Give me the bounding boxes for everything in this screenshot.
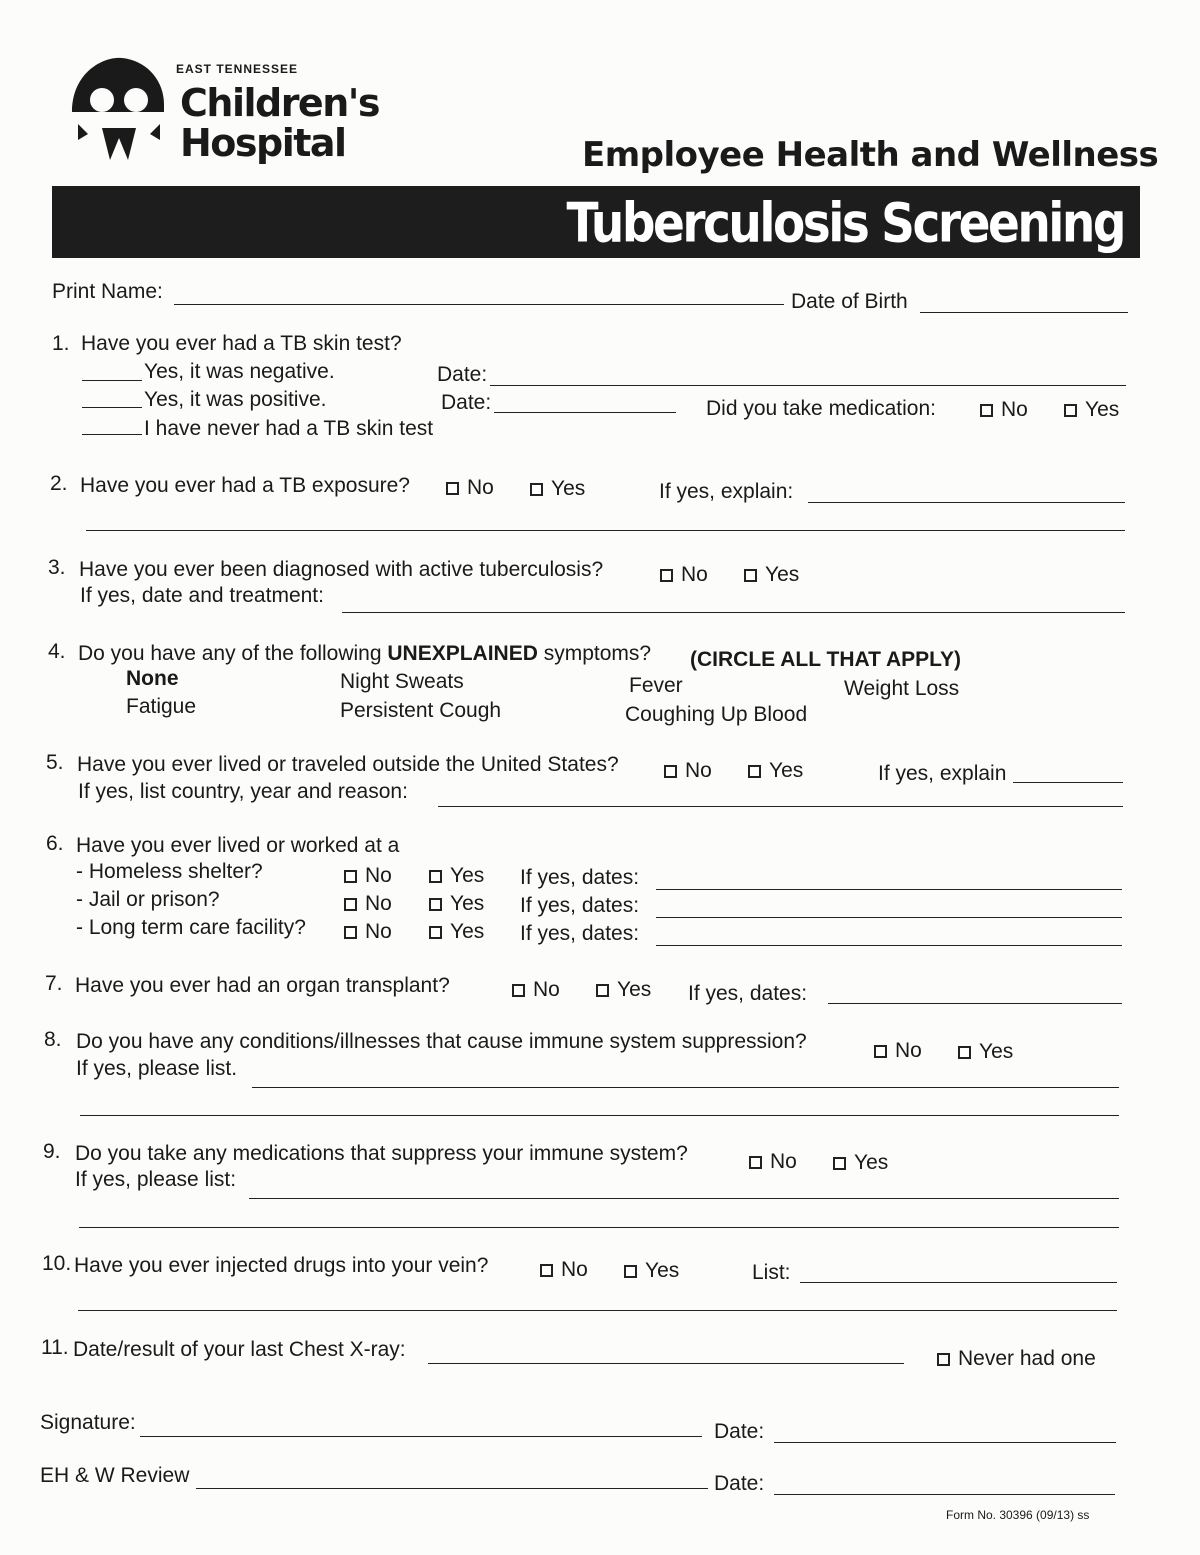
q6-homeless-yes[interactable] — [429, 864, 484, 888]
q6-jail-yes[interactable] — [429, 892, 484, 916]
signature-date-field[interactable] — [774, 1442, 1116, 1443]
option-label: Yes — [617, 978, 652, 1001]
form-title: Tuberculosis Screening — [566, 192, 1124, 256]
children-logo-icon — [64, 52, 174, 162]
q10-text: Have you ever injected drugs into your vein? — [74, 1254, 489, 1277]
checkbox-icon — [344, 898, 357, 911]
q2-explain-label: If yes, explain: — [659, 480, 794, 503]
option-label: No — [533, 978, 560, 1001]
q2-text: Have you ever had a TB exposure? — [80, 474, 410, 497]
q10-list-field-2[interactable] — [78, 1310, 1117, 1311]
checkbox-icon — [530, 483, 543, 496]
option-label: Yes — [551, 477, 586, 500]
q7-yes[interactable] — [596, 978, 651, 1002]
q1-positive-date-label: Date: — [441, 391, 492, 414]
q1-text: Have you ever had a TB skin test? — [81, 332, 402, 355]
option-label: Yes — [450, 892, 485, 915]
q6-item-homeless: - Homeless shelter? — [76, 860, 263, 883]
q8-yes[interactable] — [958, 1040, 1013, 1064]
q5-text: Have you ever lived or traveled outside the United States? — [77, 753, 619, 776]
q6-number: 6. — [46, 832, 64, 855]
q3-yes[interactable] — [744, 563, 799, 587]
q1-negative-date-label: Date: — [437, 363, 488, 386]
q9-sub-label: If yes, please list: — [75, 1168, 237, 1191]
option-label: Yes — [450, 920, 485, 943]
review-label: EH & W Review — [40, 1464, 190, 1487]
q9-list-field[interactable] — [249, 1198, 1119, 1199]
dob-field[interactable] — [920, 312, 1128, 313]
checkbox-icon — [980, 404, 993, 417]
symptom-coughing-up-blood[interactable]: Coughing Up Blood — [625, 703, 808, 726]
logo-name-line1: Children's — [180, 81, 380, 125]
signature-label: Signature: — [40, 1411, 136, 1434]
q4-text-after: symptoms? — [537, 642, 652, 665]
q7-text: Have you ever had an organ transplant? — [75, 974, 450, 997]
option-label: Never had one — [958, 1347, 1096, 1370]
q1-positive-date-field[interactable] — [494, 412, 676, 413]
q1-positive-label: Yes, it was positive. — [144, 388, 327, 411]
checkbox-icon — [660, 569, 673, 582]
signature-field[interactable] — [140, 1436, 702, 1437]
q8-sub-label: If yes, please list. — [76, 1057, 238, 1080]
q5-explain-field[interactable] — [1013, 782, 1123, 783]
q3-number: 3. — [48, 556, 66, 579]
option-label: No — [365, 864, 392, 887]
q1-negative-date-field[interactable] — [490, 385, 1126, 386]
logo-org-top: EAST TENNESSEE — [176, 62, 299, 76]
option-label: No — [365, 920, 392, 943]
symptom-fever[interactable]: Fever — [629, 674, 683, 697]
q6-ltc-no[interactable] — [344, 920, 392, 944]
checkbox-icon — [744, 569, 757, 582]
checkbox-icon — [540, 1264, 553, 1277]
q6-jail-no[interactable] — [344, 892, 392, 916]
q1-number: 1. — [52, 332, 70, 355]
symptom-persistent-cough[interactable]: Persistent Cough — [340, 699, 502, 722]
q8-list-field[interactable] — [252, 1087, 1119, 1088]
review-date-label: Date: — [714, 1472, 765, 1495]
q6-ltc-dates-label: If yes, dates: — [520, 922, 640, 945]
option-label: Yes — [645, 1259, 680, 1282]
option-label: No — [1001, 398, 1028, 421]
q7-number: 7. — [45, 972, 63, 995]
symptom-night-sweats[interactable]: Night Sweats — [340, 670, 464, 693]
q11-xray-field[interactable] — [428, 1363, 904, 1364]
option-label: Yes — [450, 864, 485, 887]
q10-list-label: List: — [752, 1261, 791, 1284]
option-label: No — [365, 892, 392, 915]
option-label: Yes — [765, 563, 800, 586]
q4-text-before: Do you have any of the following — [78, 642, 388, 665]
symptom-weight-loss[interactable]: Weight Loss — [844, 677, 960, 700]
q6-ltc-yes[interactable] — [429, 920, 484, 944]
title-banner — [52, 186, 1140, 258]
q1-medication-yes[interactable] — [1064, 398, 1119, 422]
q1-medication-no[interactable] — [980, 398, 1028, 422]
print-name-field[interactable] — [174, 304, 784, 305]
option-label: Yes — [979, 1040, 1014, 1063]
checkbox-icon — [344, 870, 357, 883]
q3-date-treatment-field[interactable] — [342, 612, 1125, 613]
q9-list-field-2[interactable] — [79, 1227, 1119, 1228]
q1-medication-label: Did you take medication: — [706, 397, 936, 420]
checkbox-icon — [833, 1157, 846, 1170]
q6-homeless-dates-label: If yes, dates: — [520, 866, 640, 889]
q8-no[interactable] — [874, 1039, 922, 1063]
q8-number: 8. — [44, 1028, 62, 1051]
checkbox-icon — [429, 898, 442, 911]
q9-yes[interactable] — [833, 1151, 888, 1175]
q1-never-label: I have never had a TB skin test — [144, 417, 434, 440]
q1-positive-blank[interactable] — [82, 407, 142, 408]
checkbox-icon — [1064, 404, 1077, 417]
option-label: No — [681, 563, 708, 586]
q2-no[interactable] — [446, 476, 494, 500]
symptom-none[interactable]: None — [126, 667, 179, 690]
q3-sub-label: If yes, date and treatment: — [80, 584, 324, 607]
review-field[interactable] — [196, 1488, 708, 1489]
checkbox-icon — [512, 984, 525, 997]
q10-yes[interactable] — [624, 1259, 679, 1283]
q2-explain-field-2[interactable] — [86, 530, 1125, 531]
logo-name-line2: Hospital — [180, 121, 346, 165]
q9-text: Do you take any medications that suppress your immune system? — [75, 1142, 688, 1165]
symptom-fatigue[interactable]: Fatigue — [126, 695, 197, 718]
q11-text: Date/result of your last Chest X-ray: — [73, 1338, 406, 1361]
q11-number: 11. — [41, 1336, 69, 1359]
q10-no[interactable] — [540, 1258, 588, 1282]
q5-number: 5. — [46, 751, 64, 774]
q11-never-had-one[interactable] — [937, 1347, 1096, 1371]
option-label: No — [561, 1258, 588, 1281]
q9-number: 9. — [43, 1140, 61, 1163]
signature-date-label: Date: — [714, 1420, 765, 1443]
checkbox-icon — [749, 1156, 762, 1169]
q5-country-field[interactable] — [438, 806, 1123, 807]
option-label: No — [685, 759, 712, 782]
checkbox-icon — [596, 984, 609, 997]
option-label: No — [770, 1150, 797, 1173]
checkbox-icon — [624, 1265, 637, 1278]
checkbox-icon — [937, 1353, 950, 1366]
q6-homeless-no[interactable] — [344, 864, 392, 888]
q6-jail-dates-field[interactable] — [656, 917, 1122, 918]
q4-text — [78, 642, 651, 666]
q10-list-field[interactable] — [800, 1282, 1117, 1283]
q7-dates-field[interactable] — [828, 1003, 1122, 1004]
q8-text: Do you have any conditions/illnesses that cause immune system suppression? — [76, 1030, 807, 1053]
q6-item-jail: - Jail or prison? — [76, 888, 220, 911]
checkbox-icon — [664, 765, 677, 778]
q7-dates-label: If yes, dates: — [688, 982, 808, 1005]
checkbox-icon — [874, 1045, 887, 1058]
q1-negative-label: Yes, it was negative. — [144, 360, 335, 383]
option-label: No — [467, 476, 494, 499]
checkbox-icon — [429, 870, 442, 883]
q5-no[interactable] — [664, 759, 712, 783]
checkbox-icon — [446, 482, 459, 495]
checkbox-icon — [344, 926, 357, 939]
q4-text-bold: UNEXPLAINED — [387, 642, 538, 665]
checkbox-icon — [429, 926, 442, 939]
checkbox-icon — [958, 1046, 971, 1059]
dob-label: Date of Birth — [791, 290, 908, 313]
q3-text: Have you ever been diagnosed with active tuberculosis? — [79, 558, 604, 581]
q1-negative-blank[interactable] — [82, 380, 142, 381]
option-label: No — [895, 1039, 922, 1062]
q2-explain-field[interactable] — [808, 502, 1125, 503]
q10-number: 10. — [42, 1252, 72, 1275]
q7-no[interactable] — [512, 978, 560, 1002]
q5-yes[interactable] — [748, 759, 803, 783]
q6-homeless-dates-field[interactable] — [656, 889, 1122, 890]
checkbox-icon — [748, 765, 761, 778]
q2-yes[interactable] — [530, 477, 585, 501]
q6-jail-dates-label: If yes, dates: — [520, 894, 640, 917]
q4-number: 4. — [48, 640, 66, 663]
q9-no[interactable] — [749, 1150, 797, 1174]
q6-text: Have you ever lived or worked at a — [76, 834, 400, 857]
q5-explain-label: If yes, explain — [878, 762, 1007, 785]
q3-no[interactable] — [660, 563, 708, 587]
q4-instruction: (CIRCLE ALL THAT APPLY) — [690, 648, 962, 671]
q6-item-ltc: - Long term care facility? — [76, 916, 306, 939]
form-number: Form No. 30396 (09/13) ss — [946, 1508, 1090, 1522]
review-date-field[interactable] — [774, 1494, 1115, 1495]
option-label: Yes — [854, 1151, 889, 1174]
q5-sub-label: If yes, list country, year and reason: — [78, 780, 408, 803]
q6-ltc-dates-field[interactable] — [656, 945, 1122, 946]
option-label: Yes — [769, 759, 804, 782]
q2-number: 2. — [50, 472, 68, 495]
q1-never-blank[interactable] — [82, 434, 142, 435]
q8-list-field-2[interactable] — [80, 1115, 1119, 1116]
option-label: Yes — [1085, 398, 1120, 421]
department-title: Employee Health and Wellness — [582, 135, 1159, 175]
print-name-label: Print Name: — [52, 280, 163, 303]
